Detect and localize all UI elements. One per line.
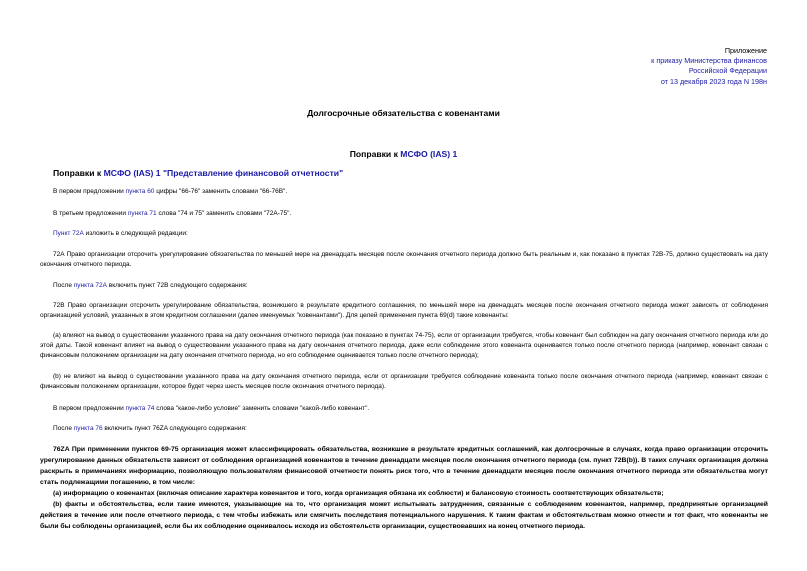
- amendments-title-prefix: Поправки к: [349, 149, 401, 159]
- ias1-link[interactable]: МСФО (IAS) 1: [400, 149, 458, 159]
- p7-text: (а) влияют на вывод о существовании указанного права на дату окончания отчетного периода (как показано в пунктах 74-75), если от организации требуется, чтобы ковенант был соблюден на дату окончания отчетного периода или до этой даты. Такой ковенант влияет на вывод о существовании указанного права на дату окончания отчетного периода, даже если соблюдение этого ковенанта оценивается только после отчетного периода (например, ковенант связан с финансовым положением организации на дату окончания отчетного периода, но его соблюдение оценивается только после отчетного периода);: [40, 332, 768, 359]
- paragraph-72b-b: [40, 372, 768, 392]
- section-title-prefix: Поправки к: [53, 168, 104, 178]
- appendix-label: Приложение: [724, 46, 767, 55]
- paragraph-5: [40, 281, 768, 291]
- paragraph-76za: [40, 444, 768, 532]
- paragraph-72a-link[interactable]: Пункт 72А: [53, 230, 84, 237]
- p12-text: (а) информацию о ковенантах (включая описание характера ковенантов и того, когда организация обязана их соблюсти) и балансовую стоимость соответствующих обязательств;: [53, 490, 664, 497]
- paragraph-71-link[interactable]: пункта 71: [127, 210, 157, 217]
- appendix-header: [467, 46, 767, 87]
- paragraph-2: [40, 209, 768, 219]
- p8-text: (b) не влияют на вывод о существовании указанного права на дату окончания отчетного периода, если от организации требуется соблюдение ковенанта только после окончания отчетного периода (например, ковенант связан с финансовым положением организации, которое будет через шесть месяцев после окончания отчетного периода).: [40, 373, 768, 390]
- paragraph-74-link[interactable]: пункта 74: [125, 405, 155, 412]
- p10-text-b: включить пункт 76ZA следующего содержания:: [102, 425, 247, 432]
- p13-text: (b) факты и обстоятельства, если такие имеются, указывающие на то, что организация может испытывать затруднения, связанные с соблюдением ковенантов, например, предпринятые организацией действия в течение или после отчетного периода, с тем чтобы избежать или смягчить последствия потенциального нарушения. К таким фактам и обстоятельствам можно отнести и тот факт, что ковенанты не были бы соблюдены организацией, если бы их соблюдение оценивалось исходя из обстоятельств организации, существовавших на конец отчетного периода.: [40, 501, 768, 530]
- document-title: Долгосрочные обязательства с ковенантами: [307, 108, 500, 118]
- p11-text: 76ZA При применении пунктов 69-75 организация может классифицировать обязательства, возникшие в результате кредитных соглашений, как долгосрочные в случаях, когда право организации отсрочить урегулирование данных обязательств зависит от соблюдения организацией ковенантов в течение двенадцати месяцев после окончания отчетного периода (см. пункт 72В(b)). В таких случаях организация должна раскрыть в примечаниях информацию, позволяющую пользователям финансовой отчетности понять риск того, что в течение двенадцати месяцев после окончания отчетного периода эти обязательства могут стать подлежащими погашению, в том числе:: [40, 446, 768, 486]
- paragraph-9: [40, 404, 768, 414]
- paragraph-72b-a: [40, 331, 768, 361]
- p9-text-b: слова "какое-либо условие" заменить словами "какой-либо ковенант".: [154, 405, 370, 412]
- order-link-line1[interactable]: к приказу Министерства финансов: [651, 56, 767, 66]
- order-link-line2[interactable]: Российской Федерации: [688, 66, 767, 76]
- paragraph-76-link[interactable]: пункта 76: [73, 425, 103, 432]
- p9-text-a: В первом предложении: [53, 405, 126, 412]
- ias1-presentation-link[interactable]: МСФО (IAS) 1 "Представление финансовой отчетности": [103, 168, 344, 178]
- p5-text-a: После: [53, 282, 74, 289]
- paragraph-72a-text: [40, 250, 768, 270]
- paragraph-60-link[interactable]: пункта 60: [125, 188, 155, 195]
- p1-text-a: В первом предложении: [53, 188, 126, 195]
- p3-text-b: изложить в следующей редакции:: [83, 230, 188, 237]
- p4-text: 72А Право организации отсрочить урегулирование обязательства по меньшей мере на двенадцать месяцев после окончания отчетного периода должно быть реальным и, как показано в пунктах 72В-75, должно существовать на дату окончания отчетного периода.: [40, 251, 768, 268]
- p2-text-b: слова "74 и 75" заменить словами "72А-75".: [156, 210, 292, 217]
- paragraph-10: [40, 424, 768, 434]
- paragraph-72b-text: [40, 301, 768, 321]
- p5-text-b: включить пункт 72В следующего содержания:: [106, 282, 248, 289]
- paragraph-72a-link-2[interactable]: пункта 72А: [73, 282, 107, 289]
- p10-text-a: После: [53, 425, 74, 432]
- paragraph-1: [40, 187, 768, 197]
- order-link-line3[interactable]: от 13 декабря 2023 года N 198н: [660, 76, 767, 86]
- amendments-title: [0, 149, 807, 159]
- p6-text: 72В Право организации отсрочить урегулирование обязательства, возникшего в результате кредитного соглашения, по меньшей мере на двенадцать месяцев после окончания отчетного периода может зависеть от соблюдения организацией условий, указанных в этом кредитном соглашении (далее именуемых "ковенантами"). Для целей применения пункта 69(d) такие ковенанты:: [40, 302, 768, 319]
- p2-text-a: В третьем предложении: [53, 210, 128, 217]
- paragraph-3: [40, 229, 768, 239]
- p1-text-b: цифры "66-76" заменить словами "66-76В".: [154, 188, 288, 195]
- section-title: [53, 168, 343, 178]
